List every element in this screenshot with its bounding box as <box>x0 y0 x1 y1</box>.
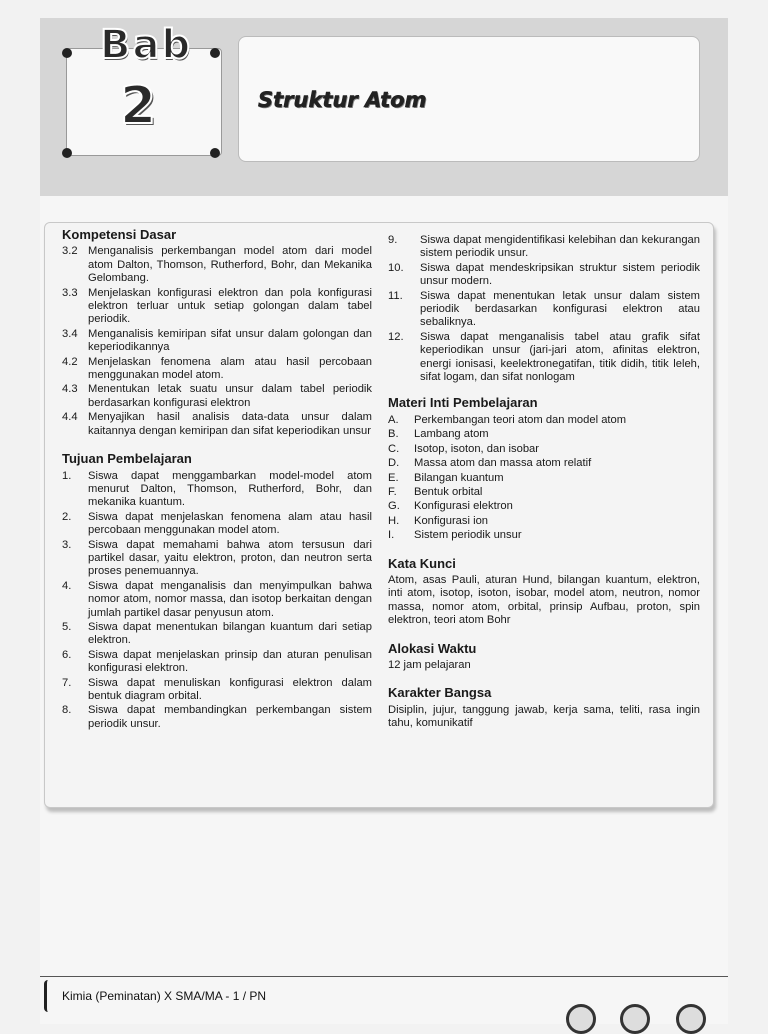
list-item <box>62 580 372 620</box>
list-item <box>388 529 700 542</box>
list-item-number: D. <box>388 457 400 470</box>
list-item-number: G. <box>388 500 400 513</box>
list-item-text: Sistem periodik unsur <box>414 529 522 542</box>
pin-icon <box>210 148 220 158</box>
list-item-number: 4. <box>62 579 72 592</box>
list-item-text: Siswa dapat menjelaskan prinsip dan aturan penulisan konfigurasi elektron. <box>88 648 372 675</box>
list-item-text: Siswa dapat menggambarkan model-model atom menurut Dalton, Thomson, Rutherford, Bohr, dan mekanika kuantum. <box>88 469 372 509</box>
pin-icon <box>62 148 72 158</box>
list-item-text: Massa atom dan massa atom relatif <box>414 457 592 470</box>
binder-hole-icon <box>566 1004 596 1034</box>
list-item-text: Siswa dapat menentukan bilangan kuantum dari setiap elektron. <box>88 620 372 647</box>
list-item-number: 1. <box>62 469 72 482</box>
list-item-number: 6. <box>62 648 72 661</box>
list-item <box>62 621 372 648</box>
karakter-bangsa-heading: Karakter Bangsa <box>388 685 492 701</box>
list-item-number: H. <box>388 514 400 527</box>
materi-inti-heading: Materi Inti Pembelajaran <box>388 395 538 411</box>
list-item-number: 3.2 <box>62 245 78 258</box>
footer-text: Kimia (Peminatan) X SMA/MA - 1 / PN <box>62 989 267 1003</box>
list-item <box>62 704 372 731</box>
list-item-number: 3.3 <box>62 286 78 299</box>
list-item-number: 7. <box>62 676 72 689</box>
list-item-number: A. <box>388 413 399 426</box>
list-item <box>388 500 700 513</box>
list-item-text: Menentukan letak suatu unsur dalam tabel periodik berdasarkan konfigurasi elektron <box>88 383 372 409</box>
list-item-number: 4.4 <box>62 411 78 424</box>
list-item-number: F. <box>388 485 397 498</box>
list-item-text: Siswa dapat menentukan letak unsur dalam sistem periodik berdasarkan konfigurasi elektron atau sebaliknya. <box>420 289 700 329</box>
list-item-text: Menganalisis kemiripan sifat unsur dalam golongan dan keperiodikannya <box>88 327 372 354</box>
kompetensi-dasar-heading: Kompetensi Dasar <box>62 227 177 242</box>
list-item <box>388 290 700 330</box>
pin-icon <box>210 48 220 58</box>
list-item <box>388 515 700 528</box>
list-item-text: Siswa dapat mendeskripsikan struktur sistem periodik unsur modern. <box>420 261 700 288</box>
list-item-number: 10. <box>388 261 404 274</box>
list-item <box>62 287 372 327</box>
list-item <box>388 428 700 441</box>
list-item-number: B. <box>388 428 399 441</box>
list-item-text: Menjelaskan konfigurasi elektron dan pola konfigurasi elektron terluar untuk setiap golongan dalam tabel periodik. <box>88 286 372 326</box>
list-item-number: 8. <box>62 704 72 717</box>
list-item-number: 9. <box>388 234 398 246</box>
list-item <box>62 411 372 438</box>
list-item-number: E. <box>388 471 399 484</box>
list-item-text: Perkembangan teori atom dan model atom <box>414 413 627 426</box>
list-item <box>388 262 700 289</box>
list-item-text: Isotop, isoton, dan isobar <box>414 442 540 455</box>
kata-kunci-heading: Kata Kunci <box>388 555 456 571</box>
list-item <box>388 414 700 427</box>
tujuan-pembelajaran-heading: Tujuan Pembelajaran <box>62 451 192 467</box>
list-item <box>62 383 372 410</box>
list-item <box>62 470 372 510</box>
list-item <box>62 511 372 538</box>
list-item-number: 2. <box>62 510 72 523</box>
list-item-number: 3. <box>62 538 72 551</box>
list-item-text: Menyajikan hasil analisis data-data unsur dalam kaitannya dengan kemiripan dan sifat keperiodikan unsur <box>88 411 372 437</box>
list-item-number: 12. <box>388 330 404 343</box>
list-item-text: Siswa dapat menjelaskan fenomena alam atau hasil percobaan menggunakan model atom. <box>88 510 372 537</box>
footer-bracket <box>44 980 55 1012</box>
list-item-text: Siswa dapat menganalisis tabel atau grafik sifat keperiodikan unsur (jari-jari atom, afinitas elektron, energi ionisasi, keelektronegatifan, titik didih, titik leleh, sifat logam, dan sifat nonlogam <box>420 330 700 384</box>
list-item-text: Siswa dapat memahami bahwa atom tersusun dari partikel dasar, yaitu elektron, proton, dan neutron serta proses penemuannya. <box>88 538 372 578</box>
list-item-text: Siswa dapat menganalisis dan menyimpulkan bahwa nomor atom, nomor massa, dan isotop berkaitan dengan jumlah partikel dasar penyusun atom. <box>88 579 372 619</box>
list-item <box>388 472 700 485</box>
list-item-number: I. <box>388 529 395 542</box>
list-item-text: Siswa dapat menuliskan konfigurasi elektron dalam bentuk diagram orbital. <box>88 676 372 702</box>
list-item-number: 4.3 <box>62 383 78 396</box>
binder-hole-icon <box>620 1004 650 1034</box>
list-item-text: Menganalisis perkembangan model atom dari model atom Dalton, Thomson, Rutherford, Bohr, dan Mekanika Gelombang. <box>88 245 372 285</box>
list-item-number: 4.2 <box>62 355 78 368</box>
list-item <box>388 443 700 456</box>
list-item <box>388 486 700 499</box>
list-item <box>62 649 372 676</box>
list-item-text: Siswa dapat membandingkan perkembangan sistem periodik unsur. <box>88 704 372 730</box>
tujuan-pembelajaran-list-continued <box>388 234 700 384</box>
list-item <box>62 245 372 285</box>
kata-kunci-text: Atom, asas Pauli, aturan Hund, bilangan kuantum, elektron, inti atom, isotop, isoton, isobar, model atom, neutron, nomor massa, nomor atom, orbital, prinsip Aufbau, proton, spin elektron, teori atom Bohr <box>388 573 700 627</box>
list-item <box>62 328 372 355</box>
materi-inti-list <box>388 414 700 543</box>
karakter-bangsa-text: Disiplin, jujur, tanggung jawab, kerja sama, teliti, rasa ingin tahu, komunikatif <box>388 703 700 730</box>
list-item-text: Bilangan kuantum <box>414 471 504 484</box>
list-item-number: 11. <box>388 289 403 302</box>
list-item-text: Bentuk orbital <box>414 485 483 498</box>
tujuan-pembelajaran-list <box>62 470 372 732</box>
chapter-title: Struktur Atom <box>258 88 427 112</box>
alokasi-waktu-heading: Alokasi Waktu <box>388 640 477 656</box>
list-item <box>388 457 700 470</box>
list-item-text: Lambang atom <box>414 428 489 441</box>
list-item <box>388 234 700 261</box>
left-column <box>62 228 372 732</box>
list-item <box>62 539 372 579</box>
list-item-text: Konfigurasi elektron <box>414 500 513 513</box>
chapter-number: 2 <box>120 76 157 136</box>
pin-icon <box>62 48 72 58</box>
list-item-number: 3.4 <box>62 327 78 340</box>
list-item <box>388 331 700 385</box>
list-item-number: C. <box>388 442 400 455</box>
list-item-text: Siswa dapat mengidentifikasi kelebihan dan kekurangan sistem periodik unsur. <box>420 234 700 260</box>
list-item-text: Menjelaskan fenomena alam atau hasil percobaan menggunakan model atom. <box>88 355 372 382</box>
chapter-label: Bab <box>100 22 193 68</box>
footer-divider <box>40 976 728 977</box>
list-item-number: 5. <box>62 620 72 633</box>
list-item-text: Konfigurasi ion <box>414 514 489 527</box>
binder-hole-icon <box>676 1004 706 1034</box>
kompetensi-dasar-list <box>62 245 372 438</box>
right-column <box>388 234 700 731</box>
list-item <box>62 356 372 383</box>
alokasi-waktu-text: 12 jam pelajaran <box>388 658 471 671</box>
list-item <box>62 677 372 704</box>
